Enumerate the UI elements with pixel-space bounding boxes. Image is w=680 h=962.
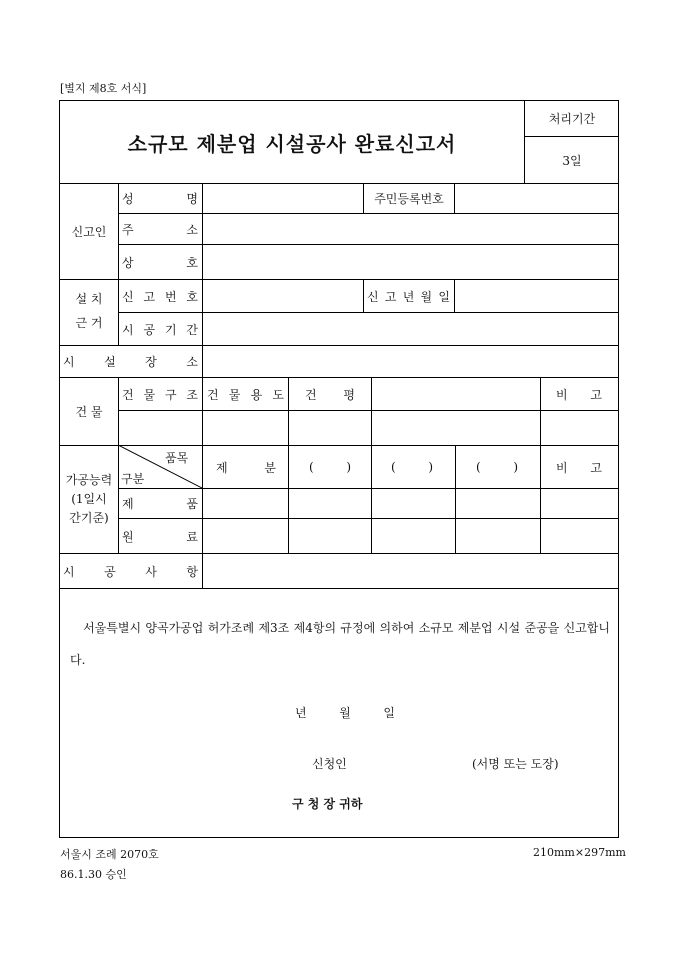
item-header: 품목 xyxy=(165,451,189,465)
declaration-statement: 서울특별시 양곡가공업 허가조례 제3조 제4항의 규정에 의하여 소규모 제분업 시설 준공을 신고합니다. xyxy=(70,621,610,667)
capacity-group-label: 가공능력 (1일시 간기준) xyxy=(65,473,113,525)
paren-column-1: ( ) xyxy=(309,460,351,474)
report-number-label: 신 고 번 호 xyxy=(122,289,198,304)
reporter-group-label: 신고인 xyxy=(71,225,107,239)
building-usage-label: 건 물 용 도 xyxy=(207,387,284,402)
milling-column-label: 제 분 xyxy=(216,460,276,475)
resident-no-label: 주민등록번호 xyxy=(374,192,444,206)
installation-basis-label-2: 근 거 xyxy=(75,315,103,330)
building-area-label: 건 평 xyxy=(305,387,355,402)
paren-column-2: ( ) xyxy=(391,460,433,474)
footer-ordinance: 서울시 조례 2070호 xyxy=(60,848,159,861)
processing-period-value: 3일 xyxy=(562,153,582,168)
raw-material-row-label: 원 료 xyxy=(122,529,198,544)
form-title: 소규모 제분업 시설공사 완료신고서 xyxy=(127,131,457,156)
construction-period-label: 시 공 기 간 xyxy=(122,322,198,337)
footer-paper-size: 210mm×297mm xyxy=(533,846,626,859)
building-group-label: 건 물 xyxy=(75,405,103,419)
processing-period-label: 처리기간 xyxy=(548,112,596,126)
facility-location-label: 시 설 장 소 xyxy=(63,355,198,369)
paren-column-3: ( ) xyxy=(476,460,518,474)
installation-basis-label-1: 설 치 xyxy=(75,291,103,306)
category-header: 구분 xyxy=(121,472,145,486)
address-label: 주 소 xyxy=(122,222,198,237)
applicant-label: 신청인 xyxy=(312,757,347,771)
addressee: 구 청 장 귀하 xyxy=(292,797,363,811)
footer-approval: 86.1.30 승인 xyxy=(60,868,127,881)
building-remarks-label: 비 고 xyxy=(556,387,602,402)
business-name-label: 상 호 xyxy=(122,255,198,270)
product-row-label: 제 품 xyxy=(122,497,198,511)
construction-notes-label: 시 공 사 항 xyxy=(63,564,198,579)
form-label: [별지 제8호 서식] xyxy=(60,82,147,95)
name-label: 성 명 xyxy=(122,192,198,206)
date-line: 년 월 일 xyxy=(295,705,395,720)
capacity-remarks-label: 비 고 xyxy=(556,460,602,475)
building-structure-label: 건 물 구 조 xyxy=(122,387,198,402)
signature-note: (서명 또는 도장) xyxy=(472,757,559,771)
report-date-label: 신 고 년 월 일 xyxy=(367,289,450,304)
